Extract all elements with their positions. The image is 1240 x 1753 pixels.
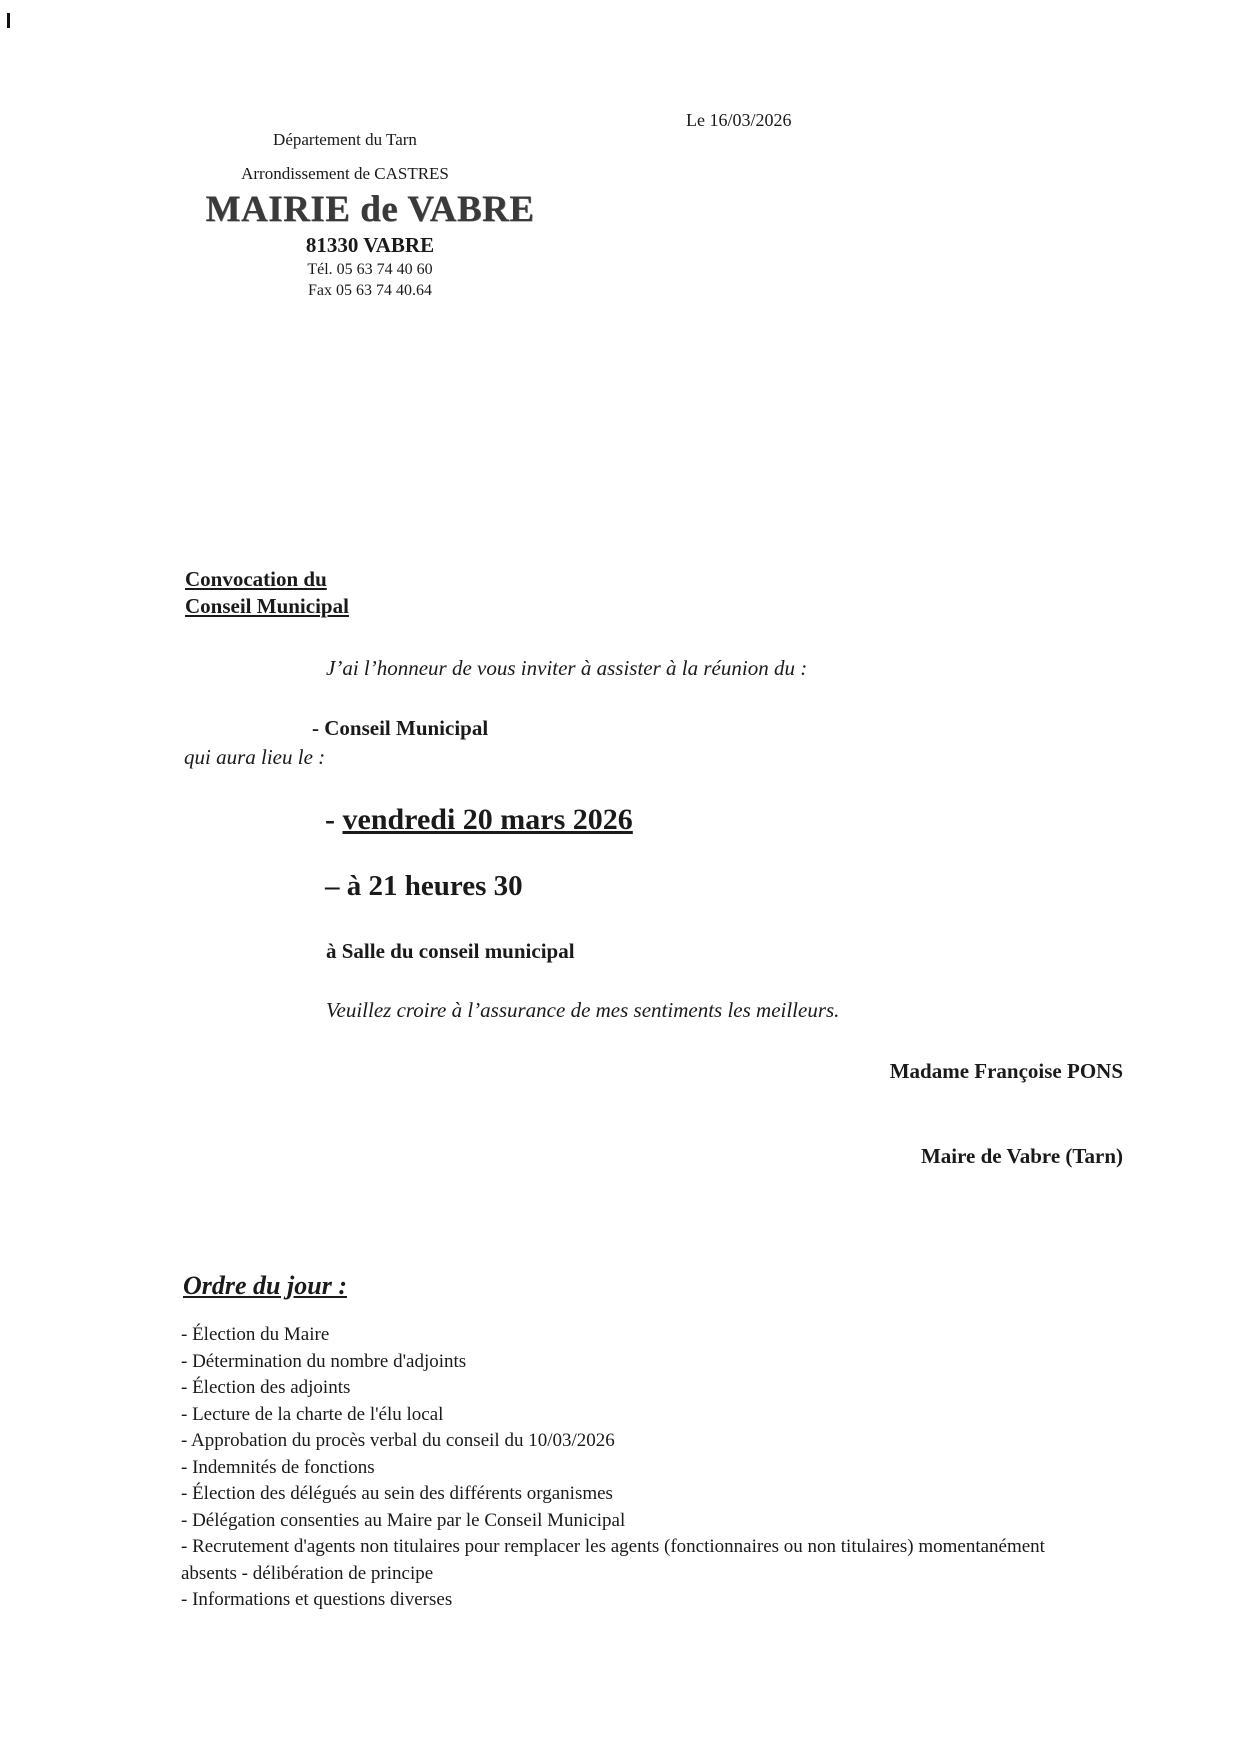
- letter-date: Le 16/03/2026: [686, 110, 792, 130]
- meeting-date: [325, 803, 633, 837]
- convocation-title-line2: Conseil Municipal: [185, 594, 349, 618]
- letterhead: [180, 130, 560, 300]
- agenda-item: - Indemnités de fonctions: [181, 1456, 375, 1478]
- agenda-item: - Recrutement d'agents non titulaires pour remplacer les agents (fonctionnaires ou non titulaires) momentanément absents - délibération de principe: [181, 1536, 1045, 1584]
- fax-number: Fax 05 63 74 40.64: [308, 282, 432, 299]
- agenda-item: - Élection des délégués au sein des différents organismes: [181, 1483, 613, 1504]
- convocation-title-line1: Convocation du: [185, 567, 327, 591]
- meeting-time: – à 21 heures 30: [325, 870, 523, 902]
- scan-mark: [7, 13, 10, 28]
- agenda-item: - Élection du Maire: [181, 1324, 330, 1345]
- closing-formula: Veuillez croire à l’assurance de mes sentiments les meilleurs.: [326, 998, 840, 1022]
- agenda-item: - Détermination du nombre d'adjoints: [181, 1350, 467, 1372]
- signatory-name: Madame Françoise PONS: [889, 1059, 1123, 1083]
- meeting-date-value: vendredi 20 mars 2026: [342, 803, 633, 836]
- agenda-item: - Élection des adjoints: [181, 1377, 351, 1398]
- invitation-text: J’ai l’honneur de vous inviter à assister à la réunion du :: [326, 656, 808, 680]
- agenda-title: Ordre du jour :: [183, 1271, 347, 1300]
- arrondissement: Arrondissement de CASTRES: [241, 164, 449, 183]
- meeting-date-dash: -: [325, 803, 343, 836]
- mairie-name: MAIRIE de VABRE: [205, 189, 535, 230]
- agenda-list: [181, 1322, 1081, 1614]
- phone-number: Tél. 05 63 74 40 60: [307, 261, 433, 278]
- meeting-location: à Salle du conseil municipal: [326, 939, 575, 963]
- aura-lieu-text: qui aura lieu le :: [184, 745, 326, 769]
- agenda-item: - Délégation consenties au Maire par le Conseil Municipal: [181, 1509, 626, 1531]
- agenda-item: - Lecture de la charte de l'élu local: [181, 1403, 444, 1425]
- convocation-title: [185, 566, 349, 620]
- signatory-title: Maire de Vabre (Tarn): [920, 1144, 1123, 1168]
- instance-name: - Conseil Municipal: [312, 716, 489, 740]
- agenda-item: - Informations et questions diverses: [181, 1589, 453, 1610]
- postal-address: 81330 VABRE: [305, 233, 435, 257]
- departement: Département du Tarn: [273, 130, 417, 149]
- agenda-item: - Approbation du procès verbal du conseil du 10/03/2026: [181, 1430, 615, 1451]
